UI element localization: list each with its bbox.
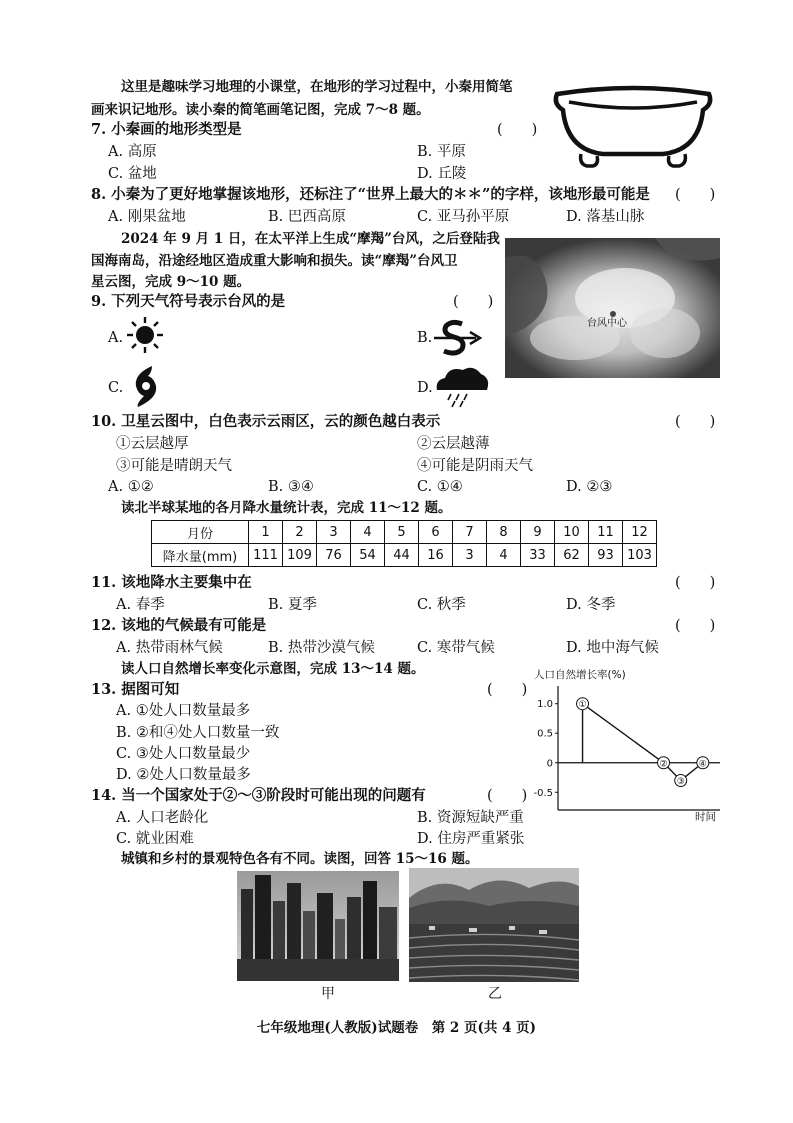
table-cell: 6 — [419, 521, 453, 544]
q10-answer-paren[interactable]: ( ) — [675, 414, 716, 430]
q10-statement-4: ④可能是阴雨天气 — [417, 458, 533, 474]
chart-series — [577, 698, 709, 787]
table-cell: 2 — [283, 521, 317, 544]
q7-answer-paren[interactable]: ( ) — [497, 122, 538, 138]
q13-option-a[interactable]: A. ①处人口数量最多 — [116, 703, 251, 719]
q10-statement-1: ①云层越厚 — [116, 436, 189, 452]
table-cell: 8 — [487, 521, 521, 544]
table-row-months — [152, 521, 657, 544]
chart-point-label: ③ — [676, 776, 685, 787]
q14-stem: 14. 当一个国家处于②～③阶段时可能出现的问题有 — [91, 787, 426, 804]
q11-option-a[interactable]: A. 春季 — [116, 597, 165, 613]
q9-stem: 9. 下列天气符号表示台风的是 — [91, 293, 286, 310]
typhoon-center-label: 台风中心 — [587, 318, 627, 329]
table-cell: 3 — [453, 544, 487, 567]
q7-option-a[interactable]: A. 高原 — [108, 144, 157, 160]
table-cell: 109 — [283, 544, 317, 567]
q11-option-d[interactable]: D. 冬季 — [566, 597, 616, 613]
page-footer: 七年级地理(人教版)试题卷 第 2 页(共 4 页) — [256, 1020, 537, 1036]
q9-option-c[interactable]: C. — [108, 380, 124, 396]
q9-answer-paren[interactable]: ( ) — [453, 294, 494, 310]
chart-point-label: ① — [578, 700, 587, 711]
q14-option-a[interactable]: A. 人口老龄化 — [116, 810, 209, 826]
photo-label-yi: 乙 — [488, 986, 502, 1002]
chart-ticks — [533, 699, 558, 799]
population-growth-chart — [520, 664, 730, 824]
chart-point-label: ② — [659, 759, 668, 770]
chart-y-tick-label: 0 — [546, 758, 553, 770]
q10-statement-3: ③可能是晴朗天气 — [116, 458, 232, 474]
q9-option-b[interactable]: B. — [417, 330, 433, 346]
q10-stem: 10. 卫星云图中，白色表示云雨区，云的颜色越白表示 — [91, 413, 441, 430]
table-cell: 103 — [623, 544, 657, 567]
q9-option-d[interactable]: D. — [417, 380, 433, 396]
q8-option-b[interactable]: B. 巴西高原 — [268, 209, 346, 225]
chart-ylabel: 人口自然增长率(%) — [534, 669, 626, 681]
q13-answer-paren[interactable]: ( ) — [487, 682, 528, 698]
q7-option-b[interactable]: B. 平原 — [417, 144, 466, 160]
q10-statement-2: ②云层越薄 — [417, 436, 490, 452]
q11-answer-paren[interactable]: ( ) — [675, 575, 716, 591]
q7-option-c[interactable]: C. 盆地 — [108, 166, 157, 182]
intro-9-10-line1: 2024 年 9 月 1 日，在太平洋上生成“摩羯”台风，之后登陆我 — [121, 231, 500, 247]
table-cell: 33 — [521, 544, 555, 567]
q12-answer-paren[interactable]: ( ) — [675, 618, 716, 634]
table-cell: 54 — [351, 544, 385, 567]
q12-option-a[interactable]: A. 热带雨林气候 — [116, 640, 223, 656]
chart-y-tick-label: 0.5 — [537, 728, 553, 740]
chart-point-label: ④ — [698, 759, 707, 770]
q12-stem: 12. 该地的气候最有可能是 — [91, 617, 267, 634]
city-landscape-photo — [237, 871, 399, 981]
table-cell: 62 — [555, 544, 589, 567]
q14-answer-paren[interactable]: ( ) — [487, 788, 528, 804]
q11-option-c[interactable]: C. 秋季 — [417, 597, 466, 613]
table-cell: 93 — [589, 544, 623, 567]
table-header-precipitation: 降水量(mm) — [152, 544, 249, 567]
table-cell: 11 — [589, 521, 623, 544]
q10-option-a[interactable]: A. ①② — [108, 479, 154, 495]
intro-13-14: 读人口自然增长率变化示意图，完成 13～14 题。 — [121, 661, 425, 677]
table-cell: 5 — [385, 521, 419, 544]
table-cell: 3 — [317, 521, 351, 544]
table-cell: 10 — [555, 521, 589, 544]
table-cell: 44 — [385, 544, 419, 567]
q13-option-c[interactable]: C. ③处人口数量最少 — [116, 746, 251, 762]
chart-series-line — [583, 704, 703, 781]
q9-option-a[interactable]: A. — [108, 330, 124, 346]
intro-11-12: 读北半球某地的各月降水量统计表，完成 11～12 题。 — [121, 500, 452, 516]
table-cell: 4 — [487, 544, 521, 567]
q14-option-d[interactable]: D. 住房严重紧张 — [417, 831, 525, 847]
table-cell: 7 — [453, 521, 487, 544]
q13-stem: 13. 据图可知 — [91, 681, 180, 698]
q8-answer-paren[interactable]: ( ) — [675, 187, 716, 203]
intro-7-8-line1: 这里是趣味学习地理的小课堂，在地形的学习过程中，小秦用简笔 — [121, 79, 513, 95]
q12-option-b[interactable]: B. 热带沙漠气候 — [268, 640, 375, 656]
table-cell: 111 — [249, 544, 283, 567]
intro-7-8-line2: 画来识记地形。读小秦的简笔画笔记图，完成 7～8 题。 — [91, 102, 430, 118]
q12-option-c[interactable]: C. 寒带气候 — [417, 640, 495, 656]
q11-stem: 11. 该地降水主要集中在 — [91, 574, 252, 591]
q10-option-b[interactable]: B. ③④ — [268, 479, 314, 495]
q7-option-d[interactable]: D. 丘陵 — [417, 166, 467, 182]
q10-option-c[interactable]: C. ①④ — [417, 479, 463, 495]
q14-option-c[interactable]: C. 就业困难 — [116, 831, 194, 847]
sun-icon — [126, 316, 164, 354]
table-cell: 1 — [249, 521, 283, 544]
q8-option-a[interactable]: A. 刚果盆地 — [108, 209, 186, 225]
chart-y-tick-label: -0.5 — [533, 787, 553, 799]
intro-15-16: 城镇和乡村的景观特色各有不同。读图，回答 15～16 题。 — [121, 851, 479, 867]
q7-stem: 7. 小秦画的地形类型是 — [91, 121, 242, 138]
intro-9-10-line3: 星云图，完成 9～10 题。 — [91, 274, 251, 290]
table-row-precipitation — [152, 544, 657, 567]
basin-sketch-image — [553, 80, 713, 172]
table-cell: 9 — [521, 521, 555, 544]
q10-option-d[interactable]: D. ②③ — [566, 479, 613, 495]
q8-stem: 8. 小秦为了更好地掌握该地形，还标注了“世界上最大的＊＊”的字样，该地形最可能是 — [91, 186, 650, 203]
photo-label-jia: 甲 — [321, 986, 335, 1002]
intro-9-10-line2: 国海南岛，沿途经地区造成重大影响和损失。读“摩羯”台风卫 — [91, 253, 458, 269]
rural-landscape-photo — [409, 868, 579, 982]
strong-wind-icon — [432, 318, 482, 358]
q14-option-b[interactable]: B. 资源短缺严重 — [417, 810, 524, 826]
table-cell: 4 — [351, 521, 385, 544]
table-cell: 12 — [623, 521, 657, 544]
chart-xlabel: 时间 — [695, 811, 716, 823]
chart-y-tick-label: 1.0 — [537, 699, 553, 711]
precipitation-table — [151, 520, 657, 567]
table-header-month: 月份 — [152, 521, 249, 544]
rain-cloud-icon — [433, 364, 491, 408]
table-cell: 76 — [317, 544, 351, 567]
typhoon-icon — [130, 364, 162, 408]
q13-option-b[interactable]: B. ②和④处人口数量一致 — [116, 725, 280, 741]
q8-option-c[interactable]: C. 亚马孙平原 — [417, 209, 510, 225]
table-cell: 16 — [419, 544, 453, 567]
q8-option-d[interactable]: D. 落基山脉 — [566, 209, 645, 225]
q11-option-b[interactable]: B. 夏季 — [268, 597, 317, 613]
q13-option-d[interactable]: D. ②处人口数量最多 — [116, 767, 251, 783]
typhoon-satellite-image — [505, 238, 720, 378]
q12-option-d[interactable]: D. 地中海气候 — [566, 640, 659, 656]
